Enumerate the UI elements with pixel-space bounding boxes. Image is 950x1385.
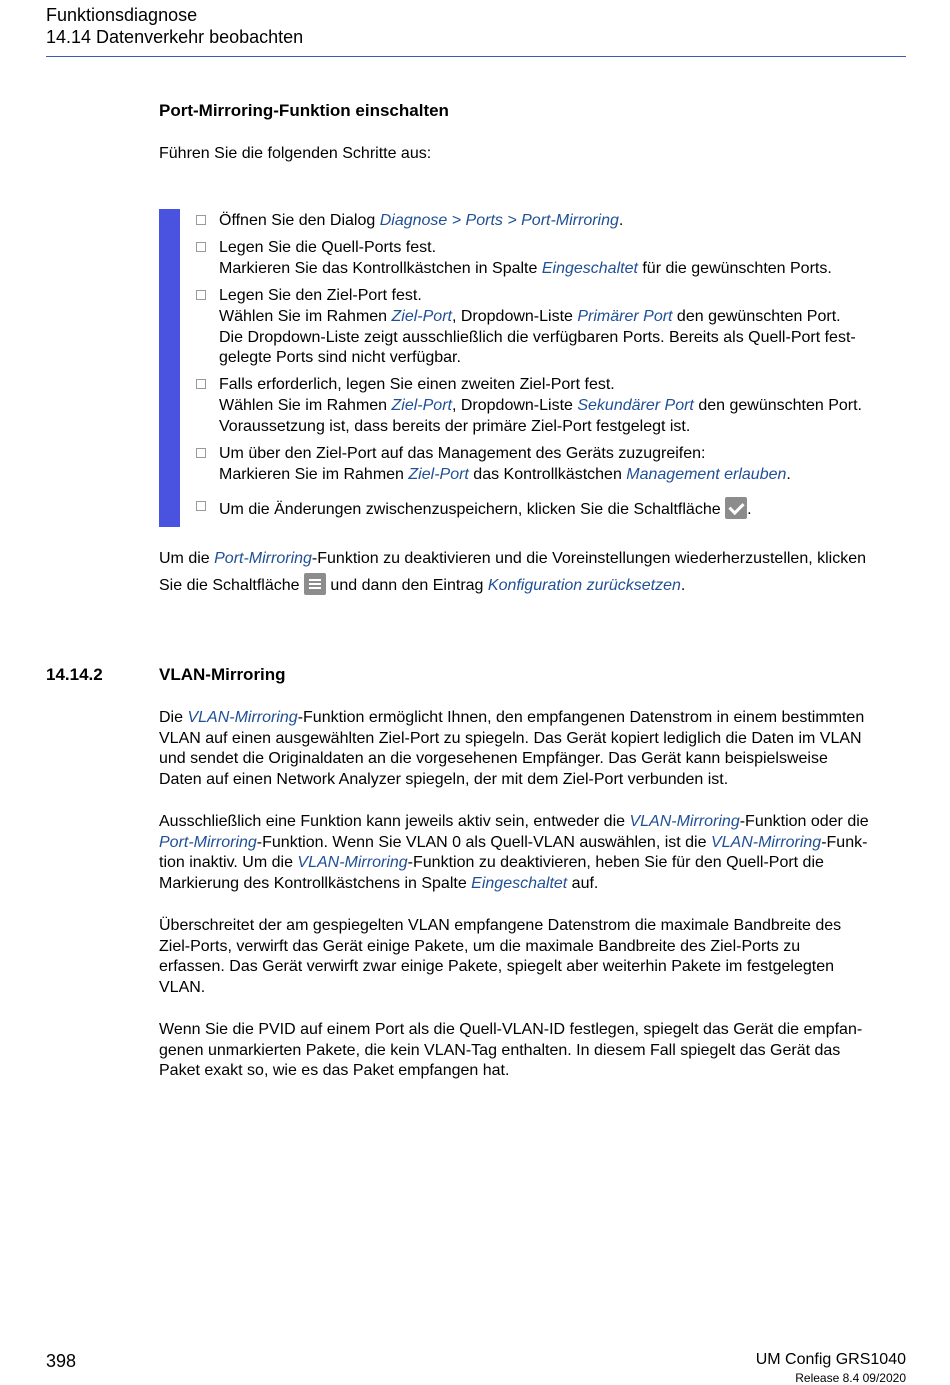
link-ziel-port[interactable]: Ziel-Port: [408, 465, 469, 483]
steps-bar: [159, 209, 180, 527]
check-icon[interactable]: [725, 497, 747, 519]
link-vlan-mirroring[interactable]: VLAN-Mirroring: [710, 833, 822, 851]
step-2: Legen Sie die Quell-Ports fest. Markieren Sie das Kontrollkästchen in Spalte Eingeschaltet für die gewünschten Ports.: [196, 238, 908, 279]
step-1: Öffnen Sie den Dialog Diagnose > Ports > Port-Mirroring.: [196, 211, 908, 232]
steps-list: [196, 211, 908, 528]
paragraph-4: Wenn Sie die PVID auf einem Port als die Quell-VLAN-ID festlegen, spiegelt das Gerät die empfan- genen unmarkierten Pakete, die kein VLAN-Tag enthalten. In diesem Fall spiegelt das Gerät das Paket exakt so, wie es das Paket empfangen hat.: [159, 1021, 863, 1080]
step-checkbox-icon: [196, 242, 206, 252]
step-checkbox-icon: [196, 379, 206, 389]
deactivate-paragraph: Um die Port-Mirroring-Funktion zu deaktivieren und die Voreinstellungen wiederherzustellen, klicken Sie die Schaltfläche und dann den Eintrag Konfiguration zurücksetzen.: [159, 550, 867, 594]
step-5: Um über den Ziel-Port auf das Management des Geräts zuzugreifen: Markieren Sie im Rahmen Ziel-Port das Kontrollkästchen Management erlauben.: [196, 444, 908, 485]
step-checkbox-icon: [196, 215, 206, 225]
page-number: 398: [46, 1351, 77, 1371]
release-info: Release 8.4 09/2020: [795, 1371, 906, 1385]
header-section: 14.14 Datenverkehr beobachten: [46, 27, 304, 47]
intro-text: Führen Sie die folgenden Schritte aus:: [159, 145, 432, 162]
step-checkbox-icon: [196, 501, 206, 511]
header-rule: [46, 56, 906, 57]
link-ziel-port[interactable]: Ziel-Port: [391, 307, 452, 325]
link-primaerer-port[interactable]: Primärer Port: [577, 307, 673, 325]
link-vlan-mirroring[interactable]: VLAN-Mirroring: [297, 854, 408, 872]
link-management-erlauben[interactable]: Management erlauben: [626, 465, 787, 483]
section-number: 14.14.2: [46, 665, 103, 684]
step-6: Um die Änderungen zwischenzuspeichern, klicken Sie die Schaltfläche .: [196, 497, 908, 521]
step-checkbox-icon: [196, 448, 206, 458]
menu-icon[interactable]: [304, 573, 326, 595]
link-vlan-mirroring[interactable]: VLAN-Mirroring: [187, 709, 298, 726]
link-port-mirroring[interactable]: Port-Mirroring: [214, 550, 312, 567]
link-port-mirroring[interactable]: Port-Mirroring: [159, 833, 257, 851]
subheading: Port-Mirroring-Funktion einschalten: [159, 101, 449, 120]
section-title: VLAN-Mirroring: [159, 665, 286, 684]
paragraph-1: Die VLAN-Mirroring-Funktion ermöglicht Ihnen, den empfangenen Datenstrom in einem bestimmten VLAN auf einen ausgewählten Ziel-Port zu spiegeln. Das Gerät kopiert lediglich die Daten im VLAN und sendet die Originaldaten an die vorgesehenen Empfänger. Das Gerät kann beispielsweise Daten auf einen Network Analyzer spiegeln, der mit dem Ziel-Port verbunden ist.: [159, 709, 865, 789]
paragraph-3: Überschreitet der am gespiegelten VLAN empfangene Datenstrom die maximale Bandbreite des Ziel-Ports, verwirft das Gerät einige Pakete, um die maximale Bandbreite des Ziel-Ports zu erfassen. Das Gerät verwirft zwar einige Pakete, spiegelt aber weiterhin Pakete im festgelegten VLAN.: [159, 917, 842, 997]
link-sekundaerer-port[interactable]: Sekundärer Port: [577, 397, 694, 415]
link-diagnose-path[interactable]: Diagnose > Ports > Port-Mirroring: [379, 212, 619, 229]
link-eingeschaltet[interactable]: Eingeschaltet: [541, 259, 638, 277]
doc-title: UM Config GRS1040: [755, 1351, 906, 1368]
header-chapter: Funktionsdiagnose: [46, 5, 198, 25]
step-checkbox-icon: [196, 290, 206, 300]
link-konfiguration-zuruecksetzen[interactable]: Konfiguration zurücksetzen: [487, 577, 681, 594]
step-4: Falls erforderlich, legen Sie einen zweiten Ziel-Port fest. Wählen Sie im Rahmen Ziel-Port, Dropdown-Liste Sekundärer Port den gewünschten Port. Voraussetzung ist, dass bereits der primäre Ziel-Port festgelegt ist.: [196, 375, 908, 437]
paragraph-2: Ausschließlich eine Funktion kann jeweils aktiv sein, entweder die VLAN-Mirroring-Funktion oder die Port-Mirroring-Funktion. Wenn Sie VLAN 0 als Quell-VLAN auswählen, ist die VLAN-Mirroring-Funk- tion inaktiv. Um die VLAN-Mirroring-Funktion zu deaktivieren, heben Sie für den Quell-Port die Markierung des Kontrollkästchens in Spalte Eingeschaltet auf.: [159, 813, 869, 893]
running-header: [46, 4, 303, 48]
step-3: Legen Sie den Ziel-Port fest. Wählen Sie im Rahmen Ziel-Port, Dropdown-Liste Primärer Port den gewünschten Port. Die Dropdown-Liste zeigt ausschließlich die verfügbaren Ports. Bereits als Quell-Port fest- gelegte Ports sind nicht verfügbar.: [196, 286, 908, 369]
link-vlan-mirroring[interactable]: VLAN-Mirroring: [629, 813, 740, 830]
link-ziel-port[interactable]: Ziel-Port: [391, 397, 452, 415]
link-eingeschaltet[interactable]: Eingeschaltet: [471, 875, 568, 893]
